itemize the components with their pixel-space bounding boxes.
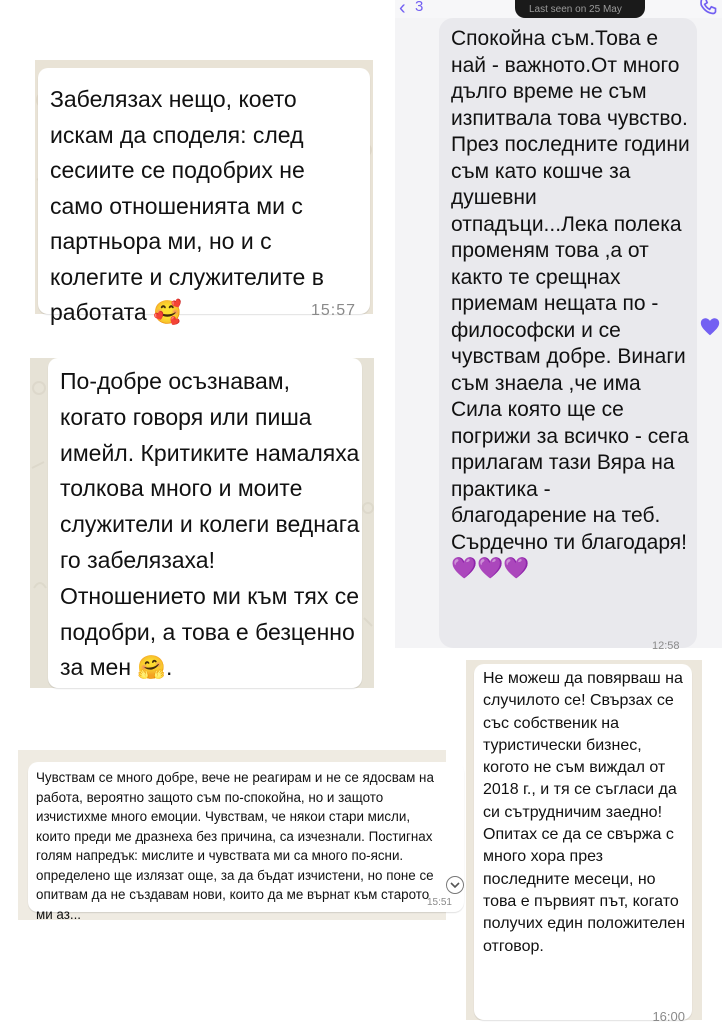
message-timestamp: 15:51 xyxy=(426,897,452,908)
message-bubble[interactable] xyxy=(28,762,464,922)
last-seen-status: Last seen on 25 May xyxy=(529,4,622,15)
unread-count[interactable]: 3 xyxy=(415,0,424,15)
message-bubble[interactable] xyxy=(48,358,362,688)
chat-screenshot-1 xyxy=(35,60,373,325)
message-text: По-добре осъзнавам, когато говоря или пиша имейл. Критиките намаляха толкова много и моите служители и колеги веднага го забелязаха! Отношението ми към тях се подобри, а това е безценно за мен 🤗. xyxy=(60,368,360,681)
purple-heart-icon[interactable] xyxy=(699,316,721,338)
message-bubble[interactable] xyxy=(474,664,692,1024)
chat-screenshot-4 xyxy=(18,750,452,922)
chevron-left-icon[interactable]: ‹ xyxy=(399,0,406,19)
chevron-down-icon[interactable] xyxy=(446,876,464,894)
message-timestamp: 15:57 xyxy=(310,302,356,319)
message-timestamp: 16:00 xyxy=(652,1009,685,1024)
message-text: Не можеш да повярваш на случилото се! Свързах се със собственик на туристически бизнес, когото не съм виждал от 2018 г., и тя се съгласи да си сътрудничим заедно! Опитах се да се свържа с много хора през последните месеци, но това е първият път, когато получих един положителен отговор. xyxy=(483,670,686,955)
message-text: Спокойна съм.Това е най - важното.От много дълго време не съм изпитвала това чувство. През последните години съм като кошче за душевни отпадъци...Лека полека променям това ,а от както те срещнах приемам нещата по - философски и се чувствам добре. Винаги съм знаела ,че има Сила която ще се погрижи за всичко - сега прилагам тази Вяра на практика - благодарение на теб. Сърдечно ти благодаря!💜💜💜 xyxy=(451,27,690,580)
chat-screenshot-3-viber xyxy=(395,0,722,652)
chat-screenshot-5 xyxy=(466,660,702,1024)
message-text: Забелязах нещо, което искам да споделя: след сесиите се подобрих не само отношенията ми с партньора ми, но и с колегите и служителите в работата 🥰 xyxy=(50,86,324,325)
chat-header xyxy=(395,0,722,18)
message-text: Чувствам се много добре, вече не реагирам и не се ядосвам на работа, вероятно защото съм по-спокойна, но и защото изчистихме много емоции. Чувствам, че някои стари мисли, които преди ме дразнеха без причина, са изчезнали. Постигнах голям напредък: мислите и чувствата ми са много по-ясни. определено ще излязат още, за да бъдат изчистени, но поне се опитвам да не създавам нови, които да ме върнат към старото ми аз... xyxy=(36,770,434,922)
message-timestamp: 12:58 xyxy=(652,640,680,652)
message-bubble[interactable] xyxy=(38,68,370,325)
message-bubble[interactable] xyxy=(439,18,697,652)
phone-icon[interactable] xyxy=(698,0,718,16)
chat-screenshot-2 xyxy=(30,358,374,688)
